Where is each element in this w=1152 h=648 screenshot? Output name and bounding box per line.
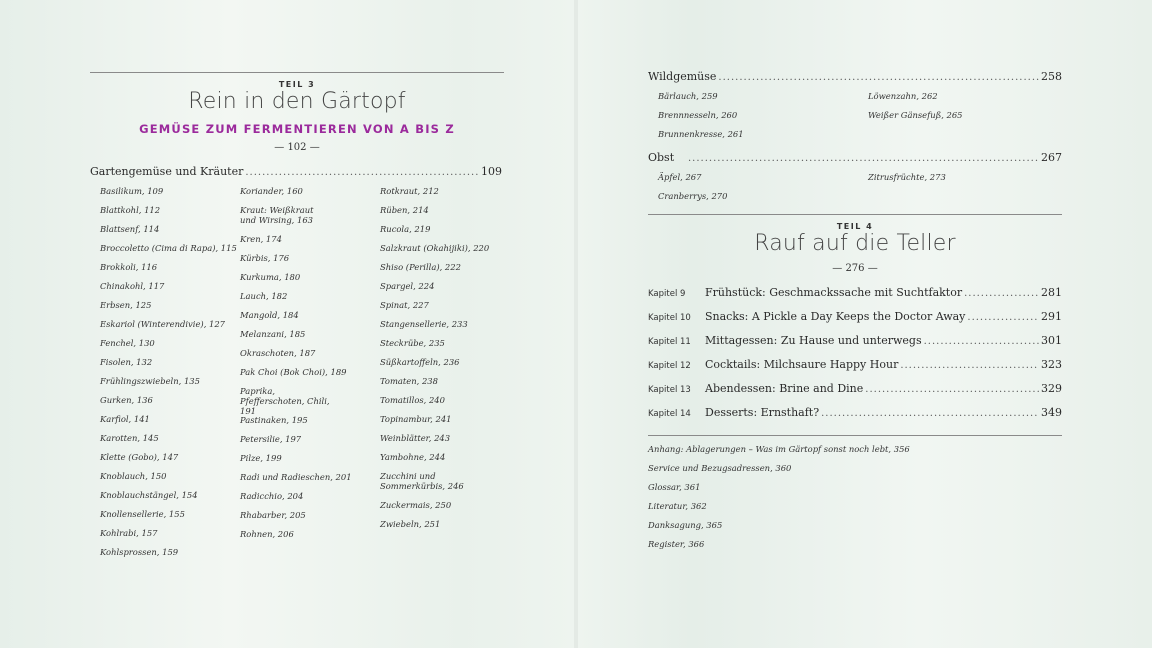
chapter-page: 291 [1041,310,1062,323]
toc-entry[interactable]: Kürbis, 176 [240,253,290,263]
chapter-title: Snacks: A Pickle a Day Keeps the Doctor Away [705,310,966,323]
toc-entry[interactable]: Koriander, 160 [240,186,303,196]
toc-entry[interactable]: Knollensellerie, 155 [100,509,185,519]
wild-items-right [868,91,1068,151]
toc-entry[interactable]: Löwenzahn, 262 [868,91,938,101]
appendix-entry[interactable]: Glossar, 361 [648,482,701,492]
section-page: 267 [1041,151,1062,164]
section-page: 258 [1041,70,1062,83]
toc-entry[interactable]: Karotten, 145 [100,433,159,443]
section-label: Wildgemüse [648,70,717,83]
toc-section-obst[interactable] [648,151,1062,164]
toc-entry[interactable]: Melanzani, 185 [240,329,306,339]
vegetable-column-1 [100,186,235,566]
chapter-number: Kapitel 13 [648,385,691,395]
part-page-ref: — 276 — [832,263,878,274]
toc-entry[interactable]: Mangold, 184 [240,310,299,320]
toc-entry[interactable]: Eskariol (Winterendivie), 127 [100,319,226,329]
right-page [576,0,1152,648]
appendix-entry[interactable]: Literatur, 362 [648,501,707,511]
leader-dots [688,153,1039,164]
toc-entry[interactable]: Basilikum, 109 [100,186,164,196]
wild-items-left [658,91,858,151]
part-page-ref: — 102 — [274,142,320,153]
obst-items-left [658,172,858,212]
toc-entry[interactable]: Äpfel, 267 [658,172,702,182]
chapter-entry[interactable] [648,310,1062,323]
section-label: Obst [648,151,675,164]
toc-section-gartengemuese[interactable] [90,165,502,178]
toc-entry[interactable]: Petersilie, 197 [240,434,302,444]
chapter-number: Kapitel 11 [648,337,691,347]
part4-rule [648,214,1062,215]
chapter-number: Kapitel 9 [648,289,686,299]
toc-entry[interactable]: Radi und Radieschen, 201 [240,472,352,482]
toc-entry[interactable]: Kohlrabi, 157 [100,528,158,538]
chapter-page: 349 [1041,406,1062,419]
leader-dots [964,288,1039,299]
appendix-entry[interactable]: Anhang: Ablagerungen – Was im Gärtopf sonst noch lebt, 356 [648,444,910,454]
toc-entry[interactable]: Süßkartoffeln, 236 [380,357,460,367]
chapter-title: Desserts: Ernsthaft? [705,406,820,419]
toc-entry[interactable]: Rhabarber, 205 [240,510,306,520]
leader-dots [718,72,1039,83]
chapter-page: 323 [1041,358,1062,371]
toc-entry[interactable]: Weinblätter, 243 [380,433,451,443]
part-label: TEIL 4 [836,222,874,231]
toc-entry[interactable]: Knoblauchstängel, 154 [100,490,198,500]
appendix-rule [648,435,1062,436]
toc-entry[interactable]: Zuckermais, 250 [380,500,452,510]
chapter-entry[interactable] [648,286,1062,299]
part-label: TEIL 3 [278,80,316,89]
toc-entry[interactable]: Broccoletto (Cima di Rapa), 115 [100,243,237,253]
toc-entry[interactable]: Tomaten, 238 [380,376,438,386]
part-title: Rauf auf die Teller [754,231,956,256]
toc-entry[interactable]: Klette (Gobo), 147 [100,452,179,462]
toc-entry[interactable]: Tomatillos, 240 [380,395,445,405]
toc-entry[interactable]: Blattkohl, 112 [100,205,161,215]
chapter-title: Frühstück: Geschmackssache mit Suchtfaktor [705,286,963,299]
top-rule [90,72,504,73]
toc-entry[interactable]: Paprika, Pfefferschoten, Chili, 191 [240,386,330,416]
section-page: 109 [481,165,502,178]
toc-entry[interactable]: Okraschoten, 187 [240,348,316,358]
toc-entry[interactable]: Blattsenf, 114 [100,224,160,234]
toc-entry[interactable]: Karfiol, 141 [100,414,150,424]
toc-entry[interactable]: Rüben, 214 [380,205,429,215]
toc-entry[interactable]: Knoblauch, 150 [100,471,167,481]
chapter-entry[interactable] [648,334,1062,347]
leader-dots [821,408,1039,419]
toc-entry[interactable]: Shiso (Perilla), 222 [380,262,461,272]
appendix-entry[interactable]: Danksagung, 365 [648,520,723,530]
part-subtitle: GEMÜSE ZUM FERMENTIEREN VON A BIS Z [139,122,455,136]
chapter-number: Kapitel 10 [648,313,691,323]
toc-entry[interactable]: Pilze, 199 [240,453,282,463]
leader-dots [865,384,1039,395]
toc-entry[interactable]: Pastinaken, 195 [240,415,308,425]
toc-entry[interactable]: Bärlauch, 259 [658,91,718,101]
toc-entry[interactable]: Lauch, 182 [240,291,288,301]
chapter-title: Mittagessen: Zu Hause und unterwegs [705,334,922,347]
toc-entry[interactable]: Kurkuma, 180 [240,272,301,282]
toc-entry[interactable]: Kohlsprossen, 159 [100,547,179,557]
toc-entry[interactable]: Zucchini und Sommerkürbis, 246 [380,471,464,491]
chapter-entry[interactable] [648,382,1062,395]
chapter-number: Kapitel 12 [648,361,691,371]
toc-entry[interactable]: Spargel, 224 [380,281,435,291]
toc-entry[interactable]: Pak Choi (Bok Choi), 189 [240,367,347,377]
leader-dots [967,312,1039,323]
toc-entry[interactable]: Kren, 174 [240,234,282,244]
chapter-entry[interactable] [648,358,1062,371]
appendix-entry[interactable]: Service und Bezugsadressen, 360 [648,463,792,473]
toc-entry[interactable]: Kraut: Weißkraut und Wirsing, 163 [240,205,314,225]
toc-entry[interactable]: Gurken, 136 [100,395,153,405]
chapter-entry[interactable] [648,406,1062,419]
toc-section-wildgemuese[interactable] [648,70,1062,83]
chapter-title: Cocktails: Milchsaure Happy Hour [705,358,899,371]
obst-items-right [868,172,1068,212]
toc-entry[interactable]: Brokkoli, 116 [100,262,158,272]
toc-entry[interactable]: Stangensellerie, 233 [380,319,468,329]
toc-entry[interactable]: Spinat, 227 [380,300,429,310]
chapter-page: 281 [1041,286,1062,299]
leader-dots [245,167,479,178]
toc-entry[interactable]: Frühlingszwiebeln, 135 [100,376,200,386]
chapter-page: 301 [1041,334,1062,347]
toc-entry[interactable]: Radicchio, 204 [240,491,304,501]
toc-entry[interactable]: Chinakohl, 117 [100,281,165,291]
chapter-page: 329 [1041,382,1062,395]
toc-entry[interactable]: Rotkraut, 212 [380,186,439,196]
section-label: Gartengemüse und Kräuter [90,165,244,178]
toc-entry[interactable]: Erbsen, 125 [100,300,152,310]
toc-entry[interactable]: Rucola, 219 [380,224,431,234]
toc-entry[interactable]: Zwiebeln, 251 [380,519,441,529]
toc-entry[interactable]: Brunnenkresse, 261 [658,129,744,139]
appendix-entry[interactable]: Register, 366 [648,539,705,549]
chapter-number: Kapitel 14 [648,409,691,419]
leader-dots [924,336,1039,347]
toc-entry[interactable]: Yambohne, 244 [380,452,446,462]
toc-entry[interactable]: Salzkraut (Okahijiki), 220 [380,243,490,253]
toc-entry[interactable]: Steckrübe, 235 [380,338,445,348]
toc-entry[interactable]: Cranberrys, 270 [658,191,728,201]
toc-entry[interactable]: Fenchel, 130 [100,338,155,348]
toc-entry[interactable]: Rohnen, 206 [240,529,294,539]
toc-entry[interactable]: Brennnesseln, 260 [658,110,738,120]
toc-entry[interactable]: Topinambur, 241 [380,414,452,424]
vegetable-column-3 [380,186,500,566]
chapter-title: Abendessen: Brine and Dine [705,382,864,395]
toc-entry[interactable]: Fisolen, 132 [100,357,153,367]
toc-entry[interactable]: Weißer Gänsefuß, 265 [868,110,963,120]
toc-entry[interactable]: Zitrusfrüchte, 273 [868,172,946,182]
leader-dots [900,360,1039,371]
vegetable-column-2 [240,186,360,566]
part-title: Rein in den Gärtopf [188,89,406,114]
